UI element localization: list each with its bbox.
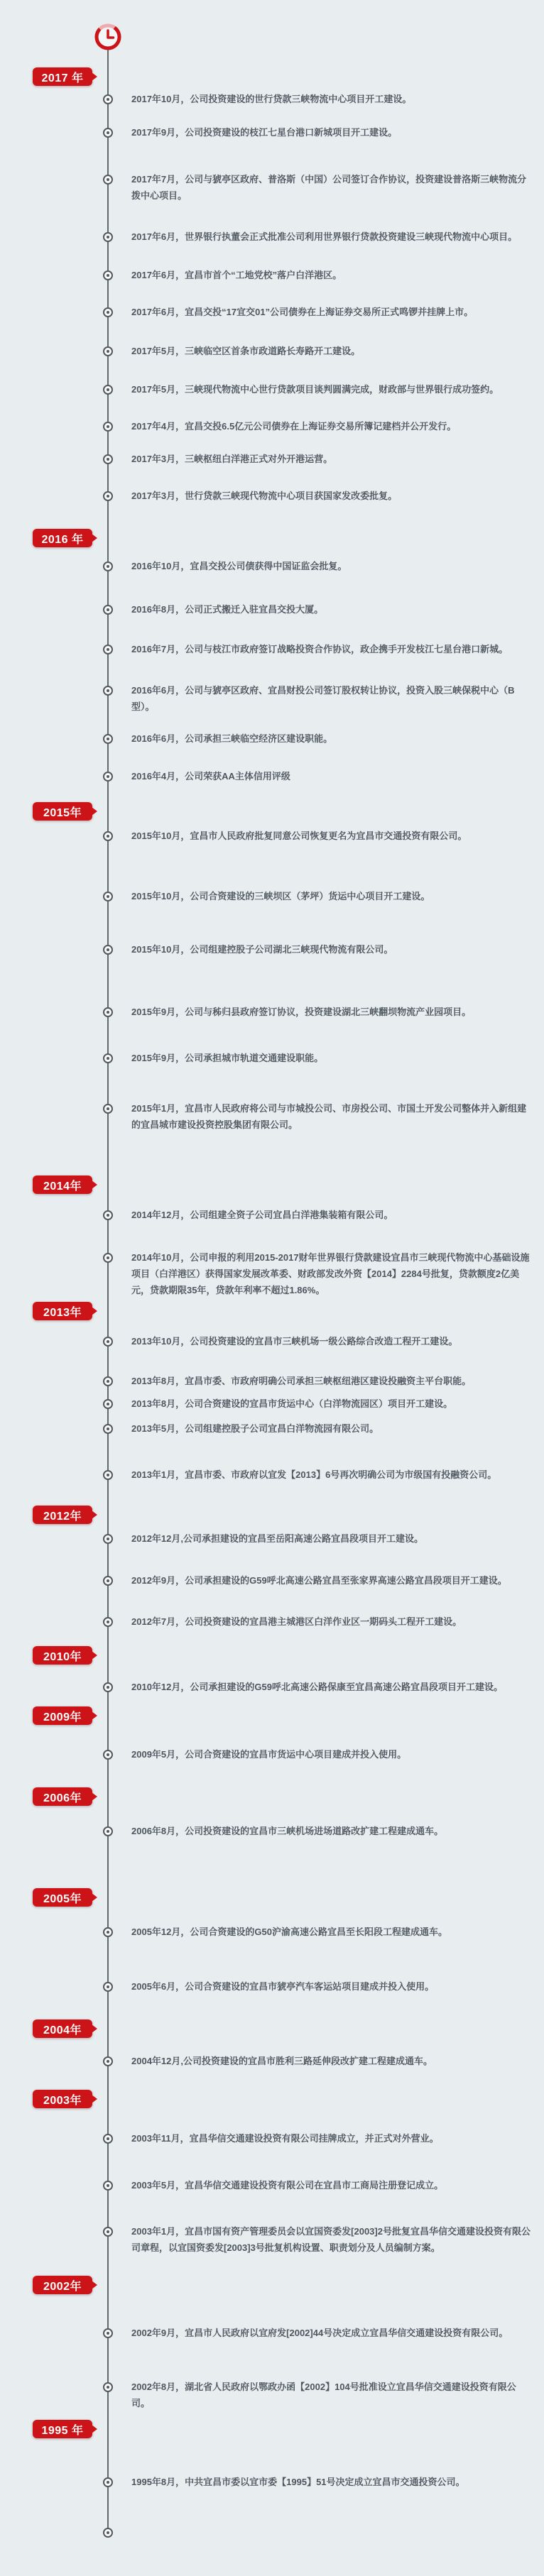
timeline-event-text: 2016年7月，公司与枝江市政府签订战略投资合作协议，政企携手开发枝江七星台港口新城。 bbox=[131, 644, 508, 654]
circled-dot-icon bbox=[103, 686, 113, 696]
timeline-event-text: 2013年10月，公司投资建设的宜昌市三峡机场一级公路综合改造工程开工建设。 bbox=[131, 1336, 458, 1347]
circled-dot-icon bbox=[103, 307, 113, 317]
circled-dot-icon bbox=[103, 1337, 113, 1347]
circled-dot-icon bbox=[103, 645, 113, 654]
circled-dot-icon bbox=[103, 422, 113, 432]
timeline-event-text: 2003年5月，宜昌华信交通建设投资有限公司在宜昌市工商局注册登记成立。 bbox=[131, 2180, 444, 2191]
year-badge-label: 2017 年 bbox=[41, 72, 84, 84]
circled-dot-icon bbox=[103, 892, 113, 901]
circled-dot-icon bbox=[103, 2181, 113, 2191]
year-badge-label: 2010年 bbox=[43, 1650, 82, 1663]
circled-dot-icon bbox=[103, 734, 113, 744]
timeline-end-marker-icon bbox=[103, 2528, 113, 2538]
timeline-event-text: 2017年7月，公司与猇亭区政府、普洛斯（中国）公司签订合作协议，投资建设普洛斯三峡物流分拨中心项目。 bbox=[131, 174, 527, 201]
year-badge-label: 2002年 bbox=[43, 2280, 82, 2293]
year-badge-label: 2013年 bbox=[43, 1306, 82, 1319]
circled-dot-icon bbox=[103, 1104, 113, 1114]
timeline-event-text: 2002年9月，宜昌市人民政府以宜府发[2002]44号决定成立宜昌华信交通建设投资有限公司。 bbox=[131, 2328, 508, 2338]
timeline-event-text: 2015年9月，公司与秭归县政府签订协议，投资建设湖北三峡翻坝物流产业园项目。 bbox=[131, 1007, 472, 1017]
year-badge bbox=[33, 1506, 92, 1524]
circled-dot-icon bbox=[103, 561, 113, 571]
circled-dot-icon bbox=[103, 1210, 113, 1220]
circled-dot-icon bbox=[103, 385, 113, 395]
timeline-event-text: 2016年10月，宜昌交投公司债获得中国证监会批复。 bbox=[131, 561, 347, 571]
timeline-event-text: 2017年3月，世行贷款三峡现代物流中心项目获国家发改委批复。 bbox=[131, 490, 398, 501]
circled-dot-icon bbox=[103, 2382, 113, 2392]
timeline-event-text: 2013年1月，宜昌市委、市政府以宜发【2013】6号再次明确公司为市级国有投融资公司。 bbox=[131, 1469, 497, 1480]
timeline-event-text: 2013年8月，公司合资建设的宜昌市货运中心（白洋物流园区）项目开工建设。 bbox=[131, 1398, 453, 1409]
year-badge bbox=[33, 802, 92, 821]
timeline-event-text: 2017年5月，三峡现代物流中心世行贷款项目谈判圆满完成，财政部与世界银行成功签约。 bbox=[131, 384, 499, 395]
timeline-event-text: 2003年1月，宜昌市国有资产管理委员会以宜国资委发[2003]2号批复宜昌华信交通建设投资有限公司章程，以宜国资委发[2003]3号批复机构设置、职责划分及人员编制方案。 bbox=[131, 2226, 531, 2253]
year-badge bbox=[33, 1706, 92, 1725]
timeline-event-text: 2005年12月，公司合资建设的G50沪渝高速公路宜昌至长阳段工程建成通车。 bbox=[131, 1926, 447, 1937]
timeline-event-text: 2014年12月，公司组建全资子公司宜昌白洋港集装箱有限公司。 bbox=[131, 1210, 393, 1220]
year-badge-label: 2006年 bbox=[43, 1792, 82, 1804]
timeline-event-text: 2012年9月，公司承担建设的G59呼北高速公路宜昌至张家界高速公路宜昌段项目开工建设。 bbox=[131, 1575, 507, 1586]
circled-dot-icon bbox=[103, 945, 113, 955]
timeline-event-text: 2006年8月，公司投资建设的宜昌市三峡机场进场道路改扩建工程建成通车。 bbox=[131, 1826, 444, 1836]
circled-dot-icon bbox=[103, 1927, 113, 1937]
circled-dot-icon bbox=[103, 1534, 113, 1544]
timeline-event-text: 2013年8月，宜昌市委、市政府明确公司承担三峡枢纽港区建设投融资主平台职能。 bbox=[131, 1376, 472, 1386]
circled-dot-icon bbox=[103, 1053, 113, 1063]
timeline-event-text: 2017年3月，三峡枢纽白洋港正式对外开港运营。 bbox=[131, 454, 333, 464]
year-badge-label: 2014年 bbox=[43, 1180, 82, 1193]
circled-dot-icon bbox=[103, 1376, 113, 1386]
circled-dot-icon bbox=[103, 2328, 113, 2338]
timeline-event-text: 2009年5月，公司合资建设的宜昌市货运中心项目建成并投入使用。 bbox=[131, 1749, 407, 1760]
circled-dot-icon bbox=[103, 831, 113, 841]
circled-dot-icon bbox=[103, 1617, 113, 1627]
year-badge-label: 1995 年 bbox=[41, 2424, 84, 2437]
circled-dot-icon bbox=[103, 2056, 113, 2066]
timeline-event-text: 2016年4月，公司荣获AA主体信用评级 bbox=[131, 771, 290, 782]
circled-dot-icon bbox=[103, 2477, 113, 2487]
year-badge-label: 2004年 bbox=[43, 2024, 82, 2037]
year-badge-label: 2015年 bbox=[43, 806, 82, 819]
year-badge bbox=[33, 2420, 92, 2438]
timeline-event-text: 2015年1月，宜昌市人民政府将公司与市城投公司、市房投公司、市国土开发公司整体并入新组建的宜昌城市建设投资控股集团有限公司。 bbox=[131, 1103, 527, 1130]
circled-dot-icon bbox=[103, 1982, 113, 1992]
circled-dot-icon bbox=[103, 454, 113, 464]
timeline-event-text: 2017年5月，三峡临空区首条市政道路长寿路开工建设。 bbox=[131, 346, 361, 356]
timeline-event-text: 2017年6月，宜昌交投“17宜交01”公司债券在上海证券交易所正式鸣锣并挂牌上市。 bbox=[131, 307, 474, 317]
year-badge bbox=[33, 2276, 92, 2294]
timeline-event-text: 2015年9月，公司承担城市轨道交通建设职能。 bbox=[131, 1053, 324, 1063]
circled-dot-icon bbox=[103, 175, 113, 185]
timeline-event-text: 2015年10月，宜昌市人民政府批复同意公司恢复更名为宜昌市交通投资有限公司。 bbox=[131, 831, 467, 841]
circled-dot-icon bbox=[103, 1424, 113, 1434]
circled-dot-icon bbox=[103, 1576, 113, 1586]
year-badge bbox=[33, 1888, 92, 1907]
circled-dot-icon bbox=[103, 1399, 113, 1409]
year-badge bbox=[33, 2090, 92, 2108]
year-badge-label: 2003年 bbox=[43, 2094, 82, 2107]
circled-dot-icon bbox=[103, 232, 113, 242]
timeline-event-text: 2016年6月，公司与猇亭区政府、宜昌财投公司签订股权转让协议，投资入股三峡保税中心（B型）。 bbox=[131, 685, 515, 712]
timeline-event-text: 2010年12月，公司承担建设的G59呼北高速公路保康至宜昌高速公路宜昌段项目开工建设。 bbox=[131, 1682, 503, 1692]
timeline-event-text: 2017年6月，宜昌市首个“工地党校”落户白洋港区。 bbox=[131, 270, 342, 280]
timeline-event-text: 2013年5月，公司组建控股子公司宜昌白洋物流园有限公司。 bbox=[131, 1423, 379, 1434]
year-badge-label: 2005年 bbox=[43, 1892, 82, 1905]
timeline-event-text: 2017年10月，公司投资建设的世行贷款三峡物流中心项目开工建设。 bbox=[131, 94, 412, 104]
timeline-event-text: 2002年8月，湖北省人民政府以鄂政办函【2002】104号批准设立宜昌华信交通建设投资有限公司。 bbox=[131, 2382, 516, 2408]
year-badge bbox=[33, 1302, 92, 1320]
circled-dot-icon bbox=[103, 1470, 113, 1480]
timeline-event-text: 2016年6月，公司承担三峡临空经济区建设职能。 bbox=[131, 733, 333, 744]
circled-dot-icon bbox=[103, 605, 113, 615]
timeline-event-text: 2012年7月，公司投资建设的宜昌港主城港区白洋作业区一期码头工程开工建设。 bbox=[131, 1616, 462, 1627]
circled-dot-icon bbox=[103, 346, 113, 356]
circled-dot-icon bbox=[103, 2227, 113, 2237]
circled-dot-icon bbox=[103, 2134, 113, 2144]
circled-dot-icon bbox=[103, 491, 113, 501]
timeline-event-text: 2005年6月，公司合资建设的宜昌市猇亭汽车客运站项目建成并投入使用。 bbox=[131, 1981, 435, 1992]
timeline-event-text: 2017年6月，世界银行执董会正式批准公司利用世界银行贷款投资建设三峡现代物流中心项目。 bbox=[131, 231, 518, 242]
circled-dot-icon bbox=[103, 1682, 113, 1692]
timeline-event-text: 2017年4月，宜昌交投6.5亿元公司债券在上海证券交易所簿记建档并公开发行。 bbox=[131, 421, 457, 432]
timeline-event-text: 2017年9月，公司投资建设的枝江七星台港口新城项目开工建设。 bbox=[131, 127, 398, 138]
year-badge bbox=[33, 1787, 92, 1806]
circled-dot-icon bbox=[103, 1750, 113, 1760]
timeline-event-text: 2004年12月,公司投资建设的宜昌市胜利三路延伸段改扩建工程建成通车。 bbox=[131, 2056, 433, 2066]
year-badge bbox=[33, 2019, 92, 2038]
timeline-event-text: 2016年8月，公司正式搬迁入驻宜昌交投大厦。 bbox=[131, 604, 324, 615]
year-badge bbox=[33, 1175, 92, 1194]
year-badge-label: 2016 年 bbox=[41, 533, 84, 546]
circled-dot-icon bbox=[103, 1826, 113, 1836]
timeline-event-text: 2003年11月，宜昌华信交通建设投资有限公司挂牌成立，并正式对外营业。 bbox=[131, 2133, 439, 2144]
year-badge bbox=[33, 67, 92, 86]
circled-dot-icon bbox=[103, 270, 113, 280]
year-badge-label: 2012年 bbox=[43, 1510, 82, 1523]
timeline-event-text: 2014年10月，公司申报的利用2015-2017财年世界银行贷款建设宜昌市三峡现代物流中心基础设施项目（白洋港区）获得国家发展改革委、财政部发改外资【2014】2284号批复，贷款额度2亿美元，贷款期限35年，贷款年利率不超过1.86%。 bbox=[131, 1252, 530, 1295]
year-badge bbox=[33, 1646, 92, 1665]
year-badge bbox=[33, 529, 92, 547]
timeline-event-text: 2012年12月,公司承担建设的宜昌至岳阳高速公路宜昌段项目开工建设。 bbox=[131, 1533, 423, 1544]
timeline-event-text: 1995年8月，中共宜昌市委以宜市委【1995】51号决定成立宜昌市交通投资公司。 bbox=[131, 2477, 465, 2487]
circled-dot-icon bbox=[103, 1253, 113, 1263]
circled-dot-icon bbox=[103, 128, 113, 138]
circled-dot-icon bbox=[103, 94, 113, 104]
clock-icon bbox=[94, 23, 122, 51]
timeline-event-text: 2015年10月，公司合资建设的三峡坝区（茅坪）货运中心项目开工建设。 bbox=[131, 891, 430, 901]
timeline-event-text: 2015年10月，公司组建控股子公司湖北三峡现代物流有限公司。 bbox=[131, 944, 393, 955]
year-badge-label: 2009年 bbox=[43, 1711, 82, 1723]
circled-dot-icon bbox=[103, 1007, 113, 1017]
circled-dot-icon bbox=[103, 772, 113, 782]
